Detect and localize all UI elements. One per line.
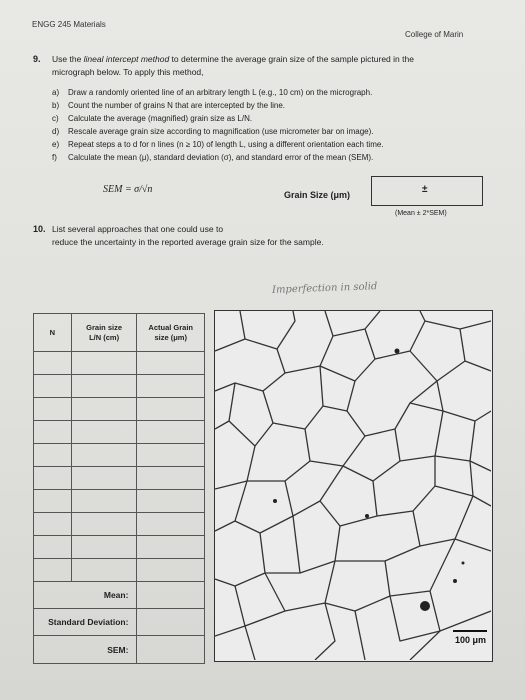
mean-label: Mean: — [34, 582, 137, 609]
std-dev-label: Standard Deviation: — [34, 609, 137, 636]
grain-size-label: Grain Size (μm) — [284, 190, 351, 200]
step-f: f) Calculate the mean (μ), standard deviation (σ), and standard error of the mean (SEM). — [52, 153, 374, 162]
table-row[interactable] — [34, 352, 205, 375]
course-title: ENGG 245 Materials — [32, 20, 106, 29]
table-row[interactable] — [34, 490, 205, 513]
sem-formula: SEM = σ/√n — [103, 184, 153, 195]
step-b: b) Count the number of grains N that are intercepted by the line. — [52, 101, 286, 110]
table-row[interactable] — [34, 398, 205, 421]
grain-size-answer-box[interactable] — [371, 176, 483, 206]
question-10-number: 10. — [33, 224, 46, 234]
handwritten-note: Imperfection in solid — [271, 281, 378, 296]
step-c: c) Calculate the average (magnified) grain size as L/N. — [52, 114, 253, 123]
plus-minus-sign: ± — [422, 184, 428, 195]
table-row[interactable] — [34, 559, 205, 582]
step-a: a) Draw a randomly oriented line of an arbitrary length L (e.g., 10 cm) on the micrograph. — [52, 88, 373, 97]
table-row[interactable] — [34, 467, 205, 490]
header-grain-size: Grain size L/N (cm) — [71, 314, 137, 352]
sem-value-cell[interactable] — [137, 636, 205, 664]
question-9-intro-line2: micrograph below. To apply this method, — [52, 67, 204, 77]
std-dev-value-cell[interactable] — [137, 609, 205, 636]
table-row[interactable] — [34, 375, 205, 398]
table-row[interactable] — [34, 536, 205, 559]
scale-bar-label: 100 μm — [455, 635, 487, 645]
college-name: College of Marin — [405, 30, 464, 39]
step-d: d) Rescale average grain size according to magnification (use micrometer bar on image). — [52, 127, 374, 136]
step-e: e) Repeat steps a to d for n lines (n ≥ 10) of length L, using a different orientation each time. — [52, 140, 384, 149]
micrograph-image — [214, 310, 493, 662]
question-10-line2: reduce the uncertainty in the reported average grain size for the sample. — [52, 237, 324, 247]
question-9-intro-line1: Use the lineal intercept method to determine the average grain size of the sample pictured in the — [52, 54, 414, 64]
sem-row — [34, 636, 205, 664]
question-10-line1: List several approaches that one could use to — [52, 224, 224, 234]
sem-label: SEM: — [34, 636, 137, 664]
mean-row — [34, 582, 205, 609]
grain-size-table — [33, 313, 205, 664]
table-header-row — [34, 314, 205, 352]
mean-value-cell[interactable] — [137, 582, 205, 609]
header-actual-grain-size: Actual Grain size (μm) — [137, 314, 205, 352]
table-row[interactable] — [34, 421, 205, 444]
header-n: N — [34, 314, 72, 352]
question-9-number: 9. — [33, 54, 41, 64]
grain-boundary-drawing — [215, 311, 491, 660]
table-row[interactable] — [34, 513, 205, 536]
std-dev-row — [34, 609, 205, 636]
table-row[interactable] — [34, 444, 205, 467]
answer-box-caption: (Mean ± 2*SEM) — [395, 210, 447, 217]
